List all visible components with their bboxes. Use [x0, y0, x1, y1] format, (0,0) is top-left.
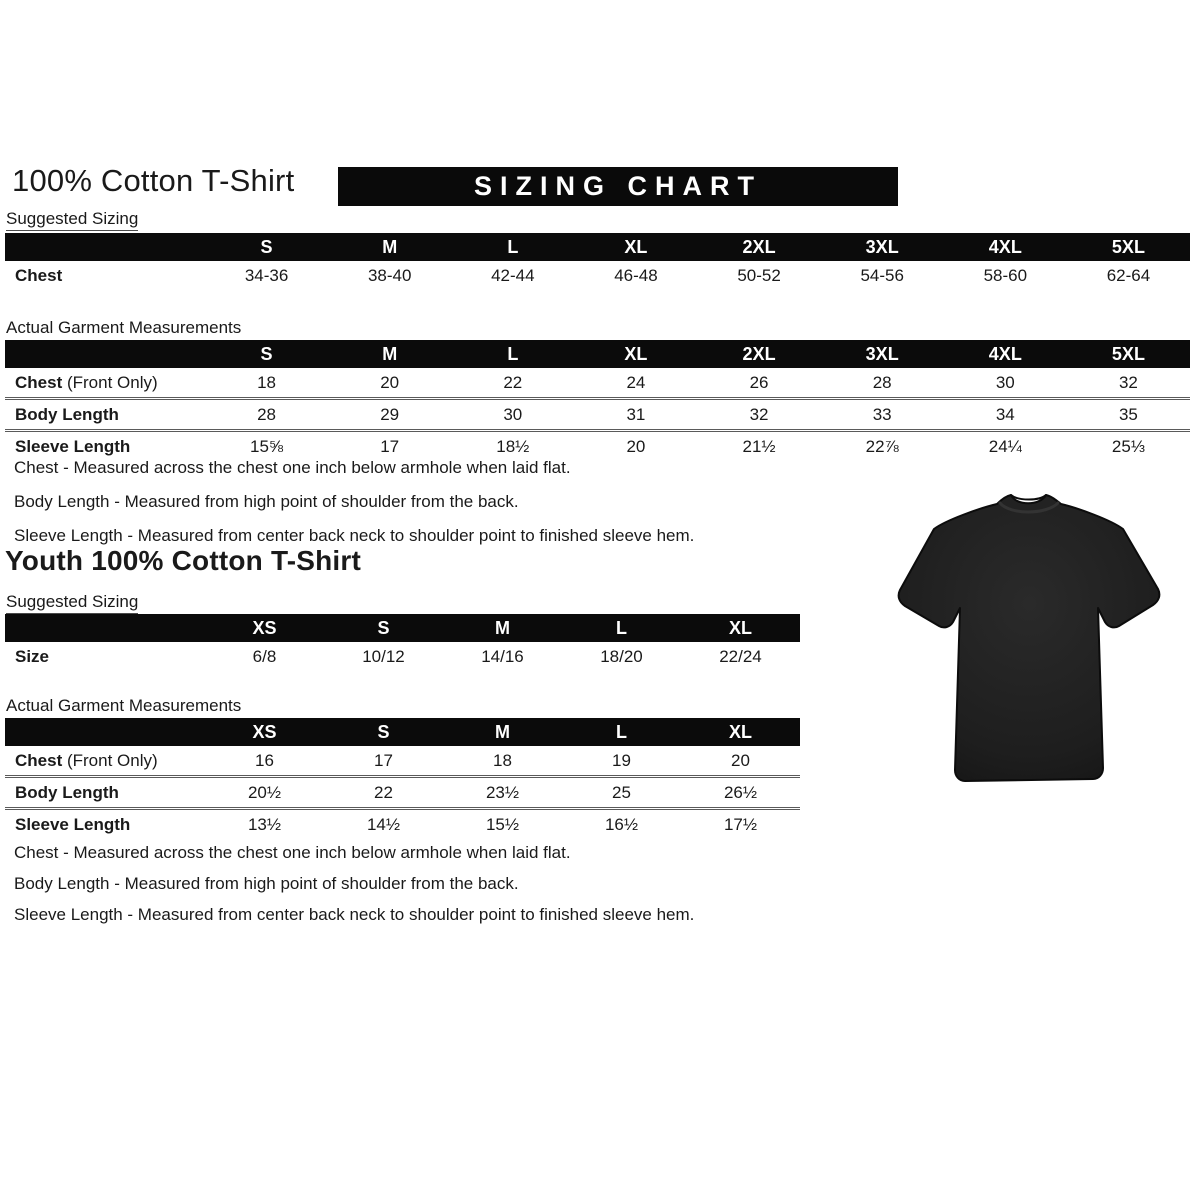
adult-actual-measurements-label: Actual Garment Measurements [6, 318, 242, 337]
size-column-header: 5XL [1067, 233, 1190, 261]
size-column-header: XS [205, 718, 324, 746]
empty-header-cell [5, 340, 205, 368]
note-line: Body Length - Measured from high point of shoulder from the back. [14, 874, 519, 893]
measurement-cell: 18 [257, 372, 277, 392]
measurement-cell: 34 [944, 399, 1067, 431]
size-column-header: 5XL [1067, 340, 1190, 368]
row-label: Chest (Front Only) [15, 750, 158, 770]
size-column-header: S [205, 340, 328, 368]
note-line: Chest - Measured across the chest one inch below armhole when laid flat. [14, 458, 571, 477]
measurement-cell: 15½ [443, 809, 562, 840]
size-column-header: 4XL [944, 233, 1067, 261]
adult-suggested-sizing-table [5, 233, 1190, 290]
table-row [5, 431, 1190, 462]
size-column-header: L [451, 340, 574, 368]
youth-actual-measurements-table [5, 718, 800, 839]
empty-header-cell [5, 233, 205, 261]
sizing-chart-banner: SIZING CHART [338, 167, 898, 206]
size-column-header: 2XL [698, 233, 821, 261]
table-row [5, 777, 800, 809]
youth-measurement-notes [14, 843, 694, 936]
measurement-cell: 23½ [443, 777, 562, 809]
measurement-cell: 16 [255, 750, 274, 770]
note-line: Body Length - Measured from high point of shoulder from the back. [14, 492, 519, 511]
measurement-cell: 22 [503, 372, 523, 392]
row-label: Sleeve Length [5, 809, 205, 840]
measurement-cell: 6/8 [252, 646, 277, 666]
table-row [5, 642, 800, 671]
size-column-header: XL [574, 233, 697, 261]
measurement-cell: 13½ [205, 809, 324, 840]
measurement-cell: 24 [626, 372, 646, 392]
measurement-cell: 17 [328, 431, 451, 462]
measurement-cell: 17 [374, 750, 393, 770]
size-column-header: L [562, 614, 681, 642]
measurement-cell: 26 [749, 372, 769, 392]
size-column-header: S [205, 233, 328, 261]
row-label: Body Length [5, 777, 205, 809]
table-row [5, 261, 1190, 290]
measurement-cell: 24¼ [944, 431, 1067, 462]
measurement-cell: 22/24 [719, 646, 762, 666]
measurement-cell: 26½ [681, 777, 800, 809]
size-column-header: XL [574, 340, 697, 368]
measurement-cell: 34-36 [244, 265, 289, 285]
measurement-cell: 18½ [451, 431, 574, 462]
size-column-header: M [328, 340, 451, 368]
measurement-cell: 17½ [681, 809, 800, 840]
empty-header-cell [5, 718, 205, 746]
measurement-cell: 30 [451, 399, 574, 431]
measurement-cell: 10/12 [362, 646, 405, 666]
measurement-cell: 20½ [205, 777, 324, 809]
empty-header-cell [5, 614, 205, 642]
row-label: Chest (Front Only) [15, 372, 158, 392]
size-column-header: XL [681, 614, 800, 642]
youth-actual-measurements-label: Actual Garment Measurements [6, 696, 242, 715]
measurement-cell: 30 [995, 372, 1015, 392]
size-column-header: 4XL [944, 340, 1067, 368]
size-column-header: L [451, 233, 574, 261]
row-label: Sleeve Length [5, 431, 205, 462]
size-column-header: S [324, 718, 443, 746]
measurement-cell: 62-64 [1106, 265, 1151, 285]
note-line: Chest - Measured across the chest one inch below armhole when laid flat. [14, 843, 571, 862]
size-column-header: 2XL [698, 340, 821, 368]
size-column-header: 3XL [821, 340, 944, 368]
size-column-header: XL [681, 718, 800, 746]
measurement-cell: 42-44 [491, 265, 535, 285]
row-label: Size [15, 646, 50, 666]
measurement-cell: 18/20 [600, 646, 643, 666]
measurement-cell: 28 [872, 372, 892, 392]
measurement-cell: 14/16 [481, 646, 524, 666]
size-column-header: 3XL [821, 233, 944, 261]
size-column-header: S [324, 614, 443, 642]
measurement-cell: 22 [324, 777, 443, 809]
youth-suggested-sizing-label: Suggested Sizing [6, 592, 138, 614]
youth-section-title: Youth 100% Cotton T-Shirt [5, 545, 362, 576]
measurement-cell: 14½ [324, 809, 443, 840]
measurement-cell: 58-60 [983, 265, 1028, 285]
tshirt-collar-top [1011, 495, 1046, 500]
measurement-cell: 25 [562, 777, 681, 809]
measurement-cell: 32 [698, 399, 821, 431]
measurement-cell: 21½ [698, 431, 821, 462]
table-row [5, 368, 1190, 399]
table-row [5, 399, 1190, 431]
measurement-cell: 46-48 [614, 265, 658, 285]
measurement-cell: 38-40 [367, 265, 412, 285]
measurement-cell: 16½ [562, 809, 681, 840]
size-column-header: M [328, 233, 451, 261]
measurement-cell: 33 [821, 399, 944, 431]
measurement-cell: 20 [574, 431, 697, 462]
measurement-cell: 28 [205, 399, 328, 431]
note-line: Sleeve Length - Measured from center back neck to shoulder point to finished sleeve hem. [14, 905, 695, 924]
table-row [5, 809, 800, 840]
adult-suggested-sizing-label: Suggested Sizing [6, 209, 138, 231]
size-column-header: M [443, 614, 562, 642]
measurement-cell: 18 [493, 750, 512, 770]
note-line: Sleeve Length - Measured from center back neck to shoulder point to finished sleeve hem. [14, 526, 695, 545]
size-column-header: M [443, 718, 562, 746]
measurement-cell: 54-56 [860, 265, 904, 285]
measurement-cell: 20 [731, 750, 750, 770]
measurement-cell: 19 [612, 750, 631, 770]
measurement-cell: 32 [1118, 372, 1138, 392]
page-title: 100% Cotton T-Shirt [12, 163, 295, 198]
tshirt-body [899, 495, 1160, 781]
adult-actual-measurements-table [5, 340, 1190, 461]
row-label: Chest [15, 265, 63, 285]
tshirt-image [888, 476, 1170, 806]
row-label: Body Length [5, 399, 205, 431]
measurement-cell: 50-52 [737, 265, 781, 285]
measurement-cell: 29 [328, 399, 451, 431]
measurement-cell: 25⅓ [1067, 431, 1190, 462]
measurement-cell: 20 [380, 372, 400, 392]
size-column-header: XS [205, 614, 324, 642]
measurement-cell: 22⅞ [821, 431, 944, 462]
table-row [5, 746, 800, 777]
size-column-header: L [562, 718, 681, 746]
measurement-cell: 15⅝ [205, 431, 328, 462]
youth-suggested-sizing-table [5, 614, 800, 671]
measurement-cell: 31 [574, 399, 697, 431]
measurement-cell: 35 [1067, 399, 1190, 431]
